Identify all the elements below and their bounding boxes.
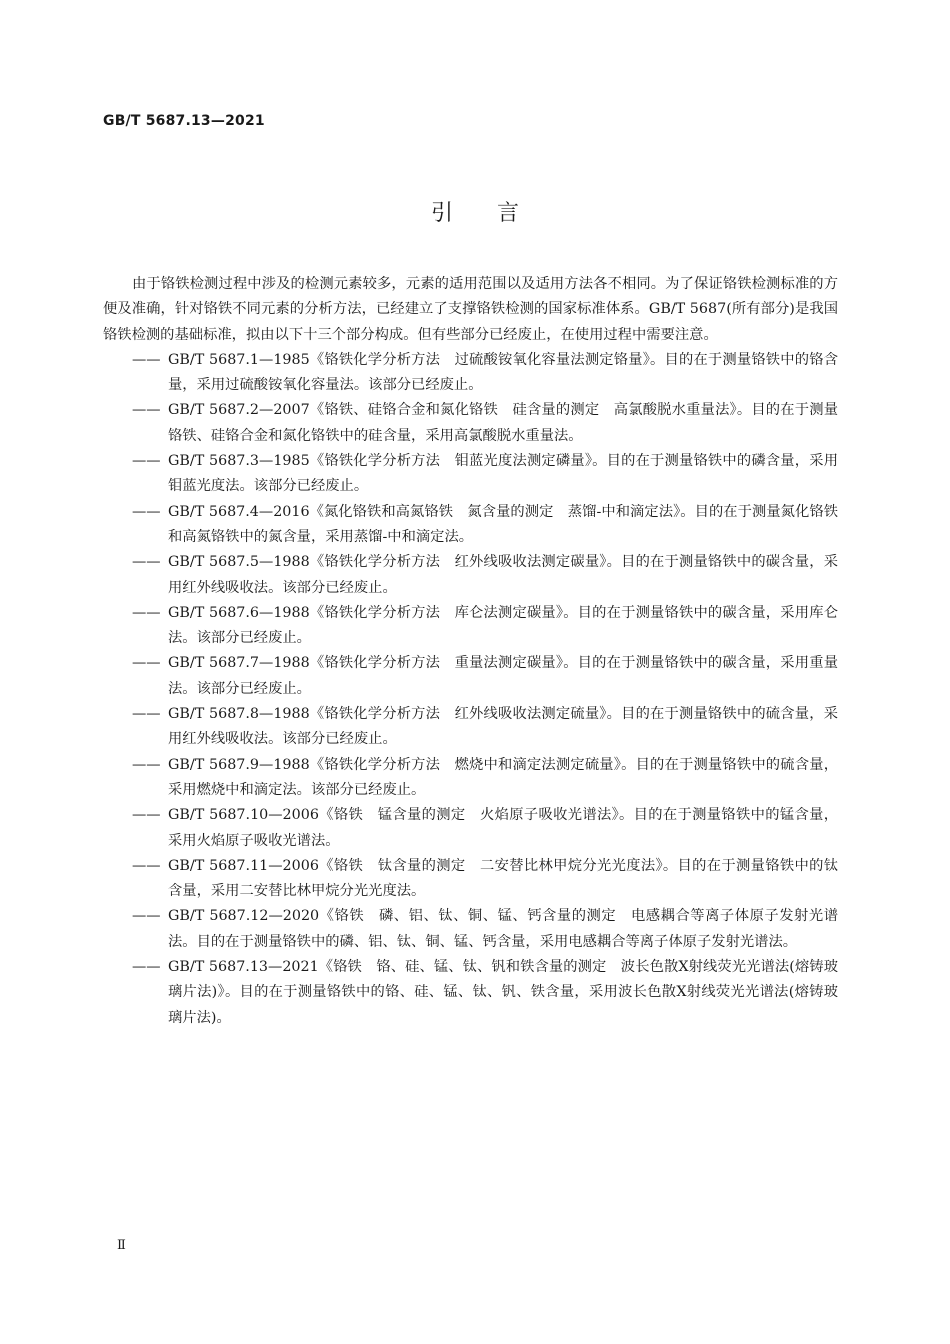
- list-dash: ——: [132, 706, 161, 723]
- list-item-text: GB/T 5687.1—1985《铬铁化学分析方法 过硫酸铵氧化容量法测定铬量》。目的在于测量铬铁中的铬含量，采用过硫酸铵氧化容量法。该部分已经废止。: [168, 351, 838, 394]
- list-item: [103, 803, 838, 854]
- list-dash: ——: [132, 402, 161, 419]
- list-dash: ——: [132, 807, 161, 824]
- list-item-text: GB/T 5687.5—1988《铬铁化学分析方法 红外线吸收法测定碳量》。目的在于测量铬铁中的碳含量，采用红外线吸收法。该部分已经废止。: [168, 554, 838, 596]
- list-item-text: GB/T 5687.13—2021《铬铁 铬、硅、锰、钛、钒和铁含量的测定 波长色散X射线荧光光谱法(熔铸玻璃片法)》。目的在于测量铬铁中的铬、硅、锰、钛、钒、铁含量，采用波长色散X射线荧光光谱法(熔铸玻璃片法)。: [168, 959, 838, 1026]
- document-code: GB/T 5687.13—2021: [103, 113, 265, 129]
- list-dash: ——: [132, 554, 161, 571]
- list-item: [103, 348, 838, 399]
- standards-list: [103, 348, 838, 1031]
- list-item-text: GB/T 5687.3—1985《铬铁化学分析方法 钼蓝光度法测定磷量》。目的在于测量铬铁中的磷含量，采用钼蓝光度法。该部分已经废止。: [168, 453, 838, 495]
- list-item-text: GB/T 5687.11—2006《铬铁 钛含量的测定 二安替比林甲烷分光光度法》。目的在于测量铬铁中的钛含量，采用二安替比林甲烷分光光度法。: [168, 857, 838, 900]
- list-item-text: GB/T 5687.2—2007《铬铁、硅铬合金和氮化铬铁 硅含量的测定 高氯酸脱水重量法》。目的在于测量铬铁、硅铬合金和氮化铬铁中的硅含量，采用高氯酸脱水重量法。: [168, 402, 838, 444]
- list-item: [103, 601, 838, 652]
- list-dash: ——: [132, 655, 161, 672]
- list-item: [103, 702, 838, 753]
- list-item: [103, 398, 838, 449]
- list-item: [103, 904, 838, 955]
- list-item-text: GB/T 5687.10—2006《铬铁 锰含量的测定 火焰原子吸收光谱法》。目的在于测量铬铁中的锰含量，采用火焰原子吸收光谱法。: [168, 807, 838, 849]
- intro-paragraph: 由于铬铁检测过程中涉及的检测元素较多，元素的适用范围以及适用方法各不相同。为了保证铬铁检测标准的方便及准确，针对铬铁不同元素的分析方法，已经建立了支撑铬铁检测的国家标准体系。GB/T 5687(所有部分)是我国铬铁检测的基础标准，拟由以下十三个部分构成。但有些部分已经废止，在使用过程中需要注意。: [103, 276, 838, 343]
- list-item-text: GB/T 5687.6—1988《铬铁化学分析方法 库仑法测定碳量》。目的在于测量铬铁中的碳含量，采用库仑法。该部分已经废止。: [168, 604, 838, 647]
- list-item-text: GB/T 5687.7—1988《铬铁化学分析方法 重量法测定碳量》。目的在于测量铬铁中的碳含量，采用重量法。该部分已经废止。: [168, 655, 838, 697]
- page-title: 引言: [430, 201, 563, 226]
- list-dash: ——: [132, 908, 161, 925]
- list-dash: ——: [132, 756, 161, 773]
- list-item: [103, 854, 838, 905]
- list-item: [103, 500, 838, 551]
- document-body: [103, 272, 838, 1031]
- list-dash: ——: [132, 959, 161, 976]
- list-dash: ——: [132, 351, 161, 368]
- list-item: [103, 449, 838, 500]
- list-item-text: GB/T 5687.4—2016《氮化铬铁和高氮铬铁 氮含量的测定 蒸馏-中和滴定法》。目的在于测量氮化铬铁和高氮铬铁中的氮含量，采用蒸馏-中和滴定法。: [168, 503, 838, 545]
- list-item: [103, 753, 838, 804]
- list-item-text: GB/T 5687.9—1988《铬铁化学分析方法 燃烧中和滴定法测定硫量》。目的在于测量铬铁中的硫含量，采用燃烧中和滴定法。该部分已经废止。: [168, 756, 838, 798]
- list-item-text: GB/T 5687.8—1988《铬铁化学分析方法 红外线吸收法测定硫量》。目的在于测量铬铁中的硫含量，采用红外线吸收法。该部分已经废止。: [168, 706, 838, 748]
- list-dash: ——: [132, 453, 161, 470]
- list-dash: ——: [132, 857, 161, 874]
- list-item: [103, 651, 838, 702]
- list-item-text: GB/T 5687.12—2020《铬铁 磷、铝、钛、铜、锰、钙含量的测定 电感耦合等离子体原子发射光谱法。目的在于测量铬铁中的磷、铝、钛、铜、锰、钙含量，采用电感耦合等离子体原子发射光谱法。: [168, 908, 838, 950]
- list-dash: ——: [132, 604, 161, 621]
- list-item: [103, 955, 838, 1031]
- page-number: Ⅱ: [117, 1238, 126, 1253]
- list-item: [103, 550, 838, 601]
- list-dash: ——: [132, 503, 161, 520]
